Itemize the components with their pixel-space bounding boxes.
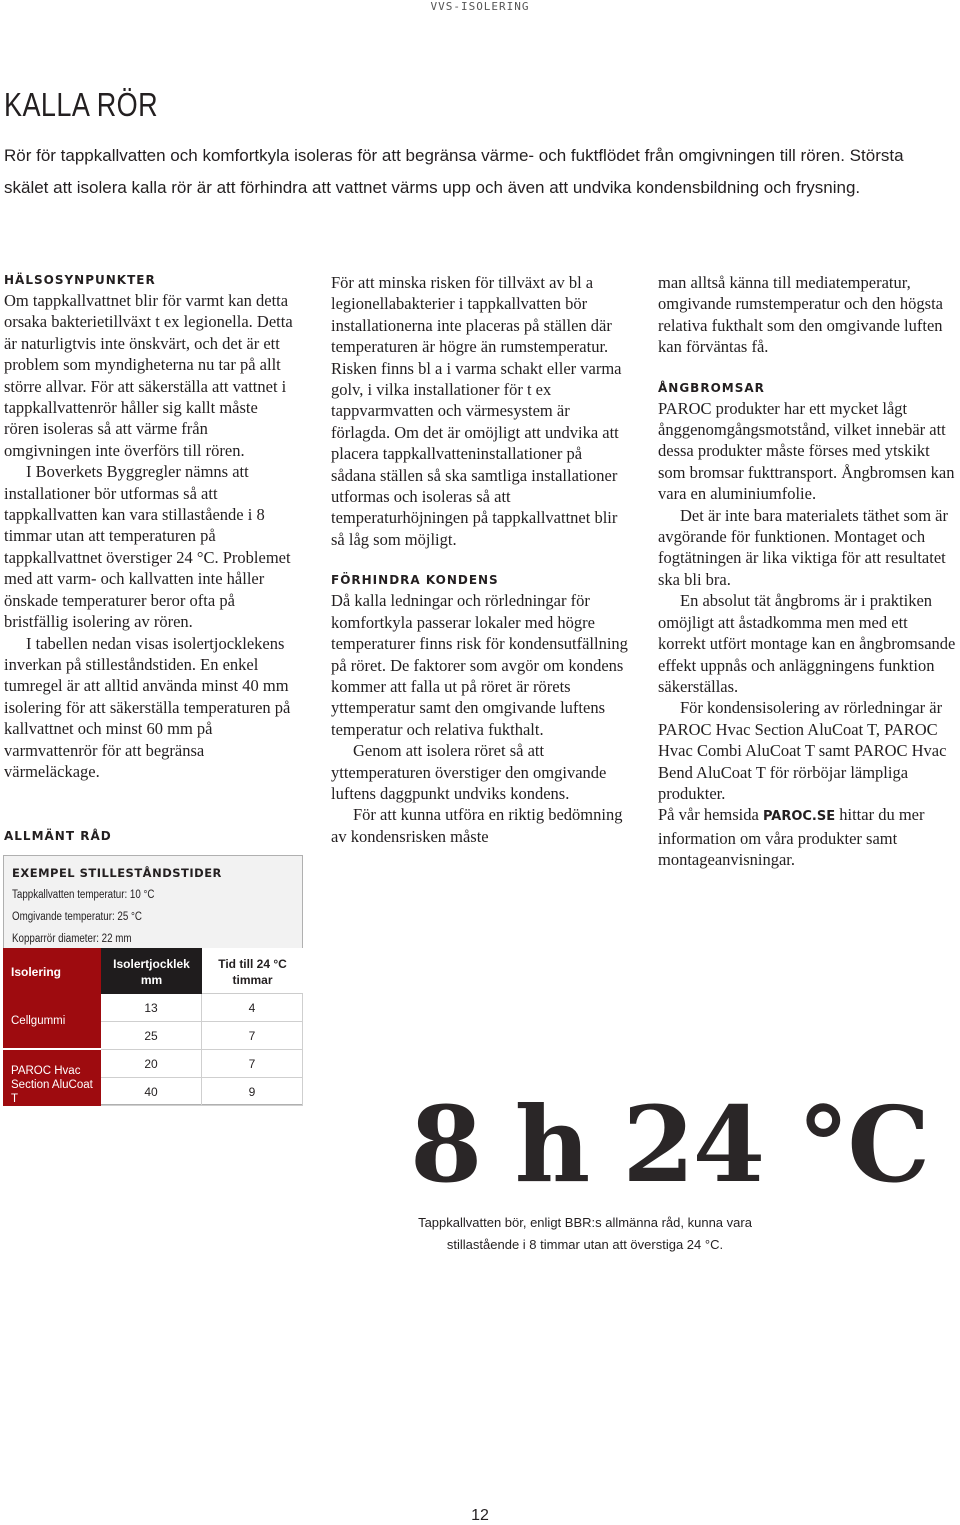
- table-header-thickness: Isolertjocklek mm: [101, 948, 202, 994]
- column-2: [331, 272, 629, 847]
- page-title: KALLA RÖR: [4, 86, 159, 123]
- table-cell: 4: [202, 994, 303, 1022]
- body-paragraph: För att kunna utföra en riktig bedömning av kondensrisken måste: [331, 805, 623, 846]
- column-3: [658, 272, 958, 871]
- intro-paragraph: Rör för tappkallvatten och komfortkyla isoleras för att begränsa värme- och fuktflödet från omgivningen till rören. Största skälet att isolera kalla rör är att förhindra att vattnet värms upp och även att undvika kondensbildning och frysning.: [4, 146, 904, 197]
- body-paragraph: En absolut tät ångbroms är i praktiken omöjligt att åstadkomma men med ett korrekt utfört montage kan en ångbromsande effekt uppnås och anläggningens funktion säkerställas.: [658, 591, 956, 696]
- body-paragraph: För kondensisolering av rörledningar är PAROC Hvac Section AluCoat T, PAROC Hvac Combi AluCoat T samt PAROC Hvac Bend AluCoat T för rörböjar lämpliga produkter.: [658, 698, 947, 803]
- table-cell: 13: [101, 994, 202, 1022]
- section-heading-forhindra-kondens: FÖRHINDRA KONDENS: [331, 573, 499, 588]
- table-cell: 9: [202, 1078, 303, 1106]
- body-paragraph: Då kalla ledningar och rörledningar för komfortkyla passerar lokaler med högre temperaturer finns risk för kondensutfällning på röret. De faktorer som avgör om kondens kommer att falla ut på röret är rörets yttemperatur samt den omgivande luftens temperatur och relativa fukthalt.: [331, 591, 628, 739]
- table-header-time: Tid till 24 °C timmar: [202, 948, 303, 994]
- running-head: VVS-ISOLERING: [430, 0, 530, 13]
- table-cell: 7: [202, 1022, 303, 1050]
- table-row-label: PAROC Hvac Section AluCoat T: [3, 1050, 101, 1106]
- example-line: Omgivande temperatur: 25 °C: [12, 911, 142, 923]
- highlight-statistic: 8 h 24 °C: [410, 1083, 929, 1206]
- example-line: Kopparrör diameter: 22 mm: [12, 933, 132, 945]
- example-header: [4, 856, 302, 949]
- page-number: 12: [471, 1507, 489, 1524]
- advice-heading: ALLMÄNT RÅD: [4, 829, 112, 843]
- body-paragraph: För att minska risken för tillväxt av bl a legionellabakterier i tappkallvatten bör installationerna inte placeras på ställen där temperaturen är högre än rumstemperatur. Risken finns bl a i varma schakt eller varma golv, i vilka installationer för t ex tappvarmvatten och värmesystem är förlagda. Om det är omöjligt att undvika att placera tappkallvatteninstallationer på sådana ställen så ska samtliga installationer utformas och isoleras så att temperaturhöjningen på tappkallvattnet blir så låg som möjligt.: [331, 273, 622, 549]
- body-paragraph: Om tappkallvattnet blir för varmt kan detta orsaka bakterietillväxt t ex legionella. Detta är naturligtvis inte önskvärt, och det är ett problem som myndigheterna nu tar på allt större allvar. För att säkerställa att vattnet i tappkallvattenrör håller sig kallt måste rören isoleras så att värme från omgivningen inte överförs till rören.: [4, 291, 293, 460]
- body-paragraph: Genom att isolera röret så att yttemperaturen överstiger den omgivande luftens daggpunkt undviks kondens.: [331, 741, 607, 803]
- table-cell: 25: [101, 1022, 202, 1050]
- table-cell: 40: [101, 1078, 202, 1106]
- table-row-label: Cellgummi: [3, 994, 101, 1048]
- example-title: EXEMPEL STILLESTÅNDSTIDER: [12, 866, 222, 880]
- body-paragraph: [658, 804, 958, 870]
- section-heading-halsosynpunkter: HÄLSOSYNPUNKTER: [4, 273, 156, 287]
- website-link[interactable]: PAROC.SE: [762, 809, 836, 825]
- body-paragraph: Det är inte bara materialets täthet som är avgörande för funktionen. Montaget och fogtätningen är lika viktiga för att resultatet ska bli bra.: [658, 505, 949, 589]
- table-cell: 20: [101, 1050, 202, 1078]
- highlight-caption: Tappkallvatten bör, enligt BBR:s allmänna råd, kunna vara stillastående i 8 timmar utan att överstiga 24 °C.: [418, 1215, 752, 1252]
- body-paragraph: man alltså känna till mediatemperatur, omgivande rumstemperatur och den högsta relativa fukthalt som den omgivande luften kan förväntas få.: [658, 273, 944, 357]
- table-cell: 7: [202, 1050, 303, 1078]
- body-paragraph: I Boverkets Byggregler nämns att installationer bör utformas så att tappkallvatten kan vara stillastående i 8 timmar utan att temperaturen på tappkallvattnet överstiger 24 °C. Problemet med att varm- och kallvatten inte håller önskade temperaturer beror ofta på bristfällig isolering av rören.: [4, 462, 291, 632]
- website-text: På vår hemsida: [658, 805, 763, 825]
- column-1: [4, 272, 296, 782]
- website-text: hittar du mer information om våra produkter samt montageanvisningar.: [658, 805, 925, 870]
- body-paragraph: PAROC produkter har ett mycket lågt ånggenomgångsmotstånd, vilket innebär att dessa produkter måste förses med ytskikt som bromsar fukttransport. Ångbromsen kan vara en aluminiumfolie.: [658, 398, 955, 504]
- body-paragraph: I tabellen nedan visas isolertjocklekens inverkan på stilleståndstiden. En enkel tumregel är att alltid använda minst 40 mm isolering för att säkerställa temperaturen på kallvattnet och minst 60 mm på varmvattenrör för att begränsa värmeläckage.: [4, 633, 291, 781]
- section-heading-angbromsar: ÅNGBROMSAR: [658, 380, 765, 395]
- example-line: Tappkallvatten temperatur: 10 °C: [12, 889, 155, 901]
- table-header-isolering: Isolering: [3, 948, 101, 994]
